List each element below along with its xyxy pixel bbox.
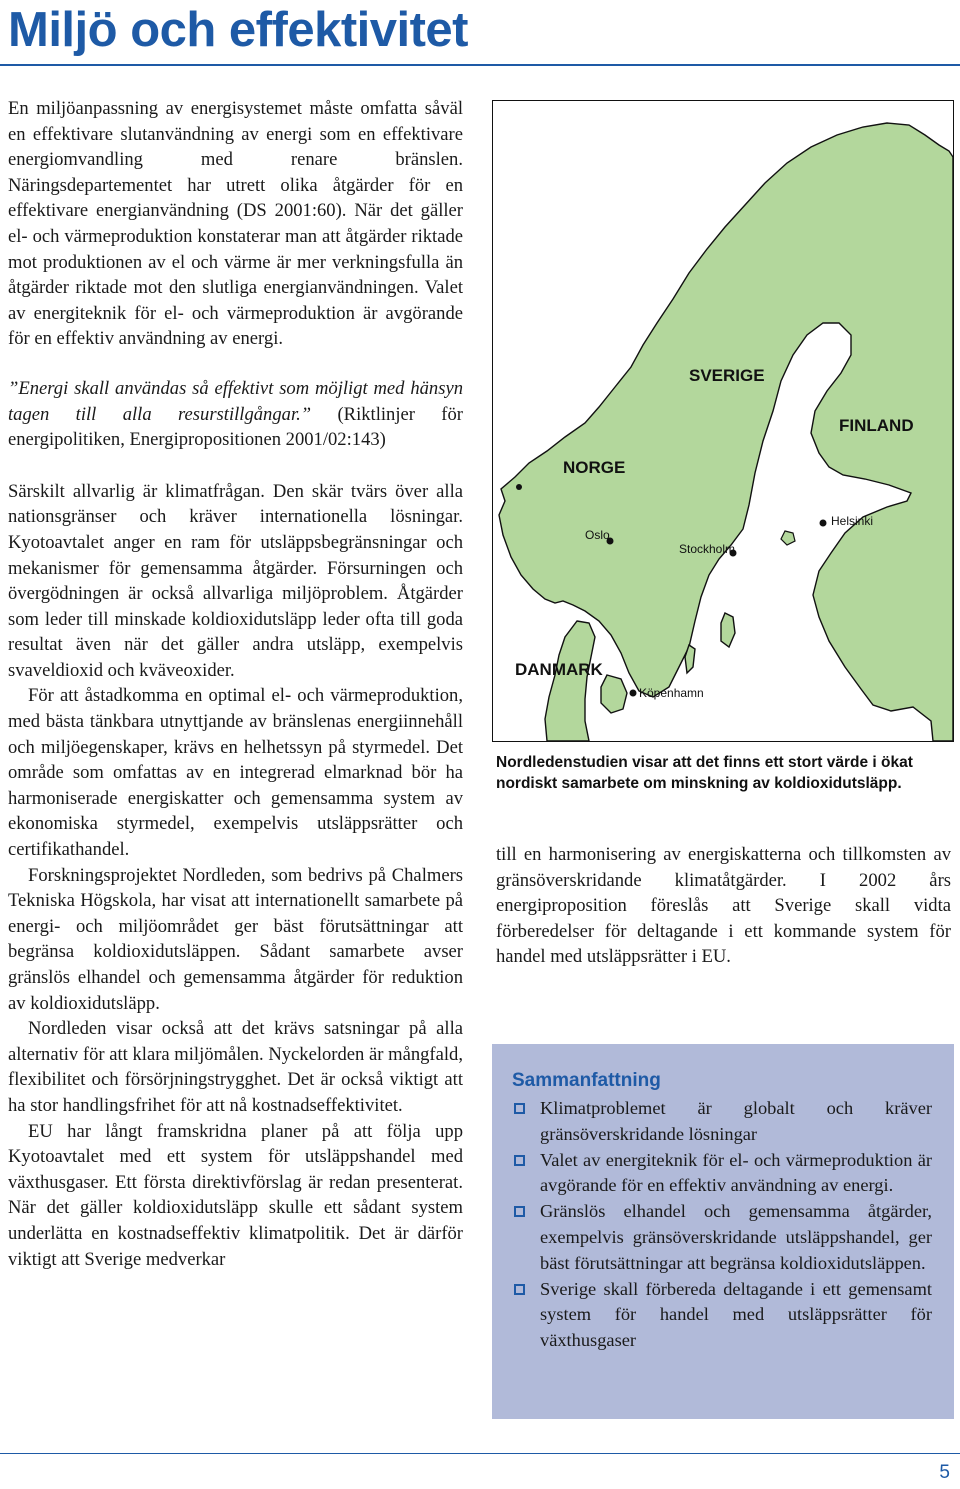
summary-item	[512, 1199, 932, 1276]
label-stockholm: Stockholm	[679, 542, 736, 556]
city-dot-helsinki	[820, 520, 827, 527]
production-paragraph: För att åstadkomma en optimal el- och värmeproduktion, med bästa tänkbara utnyttjande av bränslenas energiinnehåll och miljöegenskaper, krävs en helhetssyn på styrmedel. Det område som omfattas av en integrerad elmarknad bör ha harmoniserade energiskatter och gemensamma system av ekonomiska styrmedel, exempelvis utsläppsrätter och certifikathandel.	[8, 685, 463, 861]
summary-item-text: Gränslös elhandel och gemensamma åtgärder, exempelvis gränsöverskridande utsläppshandel, ger bäst förutsättningar att begränsa koldioxidutsläppen.	[540, 1201, 932, 1273]
intro-paragraph: En miljöanpassning av energisystemet måste omfatta såväl en effektivare slutanvändning av energi som en effektivare energiomvandling med renare bränslen. Näringsdepartementet har utrett olika åtgärder för en effektivare energianvändning (DS 2001:60). När det gäller el- och värmeproduktion konstaterar man att åtgärder riktade mot produktionen av el och värme är mer verkningsfulla än åtgärder riktade mot den slutliga energianvändningen. Valet av energiteknik för el- och värmeproduktion är avgörande för en effektiv användning av energi.	[8, 98, 463, 350]
nordic-map-graphic	[493, 101, 953, 741]
nordleden-paragraph: Forskningsprojektet Nordleden, som bedrivs på Chalmers Tekniska Högskola, har visat att internationellt samarbete på energi- och miljöområdet ger bäst förutsättningar att begränsa koldioxidutsläppen. Sådant samarbete avser gränslös elhandel och gemensamma åtgärder för reduktion av koldioxidutsläpp.	[8, 864, 463, 1014]
city-dot-kopenhamn	[630, 690, 637, 697]
summary-item	[512, 1148, 932, 1200]
quote-text: ”Energi skall användas så effektivt som möjligt med hänsyn tagen till alla resurstillgångar.”	[8, 377, 463, 425]
eu-paragraph: EU har långt framskridna planer på att följa upp Kyotoavtalet med ett system för utsläppshandel med växthusgaser. Ett första direktivförslag är redan presenterat. När det gäller koldioxidutsläpp skulle ett sådant system underlätta en kostnadseffektiv klimatpolitik. Det är därför viktigt att Sverige medverkar	[8, 1120, 463, 1270]
summary-item-text: Klimatproblemet är globalt och kräver gränsöverskridande lösningar	[540, 1098, 932, 1144]
nordic-map	[492, 100, 954, 742]
title-divider	[0, 64, 960, 66]
city-dot-west-coast	[516, 484, 522, 490]
label-helsinki: Helsinki	[831, 514, 874, 528]
summary-item	[512, 1277, 932, 1354]
label-sverige: SVERIGE	[689, 366, 765, 385]
summary-heading: Sammanfattning	[512, 1070, 661, 1091]
land-gotland	[721, 613, 735, 647]
land-zealand	[601, 675, 627, 713]
footer-divider	[0, 1453, 960, 1454]
policy-quote	[8, 376, 463, 453]
land-aland	[781, 531, 795, 545]
label-oslo: Oslo	[585, 528, 610, 542]
summary-item	[512, 1096, 932, 1148]
quote-source: (Riktlinjer för energipolitiken, Energipropositionen 2001/02:143)	[8, 403, 463, 451]
label-kopenhamn: Köpenhamn	[639, 686, 704, 700]
land-jutland	[545, 621, 595, 741]
right-column-text: till en harmonisering av energiskatterna och tillkomsten av gränsöverskridande klimatåtgärder. I 2002 års energiproposition föreslås att Sverige skall vidta förberedelser för deltagande i ett kommande system för handel med utsläppsrätter i EU.	[496, 844, 951, 968]
map-caption: Nordledenstudien visar att det finns ett stort värde i ökat nordiskt samarbete om minskning av koldioxidutsläpp.	[496, 754, 913, 792]
summary-list	[512, 1096, 932, 1354]
summary-item-text: Sverige skall förbereda deltagande i ett gemensamt system för handel med utsläppsrätter för växthusgaser	[540, 1278, 932, 1351]
checkbox-square-icon	[514, 1206, 525, 1217]
checkbox-square-icon	[514, 1155, 525, 1166]
label-danmark: DANMARK	[515, 660, 603, 679]
page-number: 5	[939, 1462, 950, 1483]
label-norge: NORGE	[563, 458, 626, 477]
alternatives-paragraph: Nordleden visar också att det krävs satsningar på alla alternativ för att klara miljömålen. Nyckelorden är mångfald, flexibilitet och försörjningstrygghet. Det är också viktigt att ha stor handlingsfrihet för att nå kostnadseffektivitet.	[8, 1018, 463, 1116]
page-title: Miljö och effektivitet	[8, 3, 469, 57]
summary-box	[492, 1044, 954, 1419]
checkbox-square-icon	[514, 1284, 525, 1295]
left-column	[8, 96, 463, 1272]
climate-paragraph: Särskilt allvarlig är klimatfrågan. Den skär tvärs över alla nationsgränser och kräver internationella lösningar. Kyotoavtalet anger en ram för utsläppsbegränsningar och mekanismer för gemensamma åtgärder. Försurningen och övergödningen är också allvarliga miljöproblem. Åtgärder som leder till minskade koldioxidutsläpp leder ofta till goda resultat även när det gäller andra utsläpp, exempelvis svaveldioxid och kväveoxider.	[8, 480, 463, 681]
label-finland: FINLAND	[839, 416, 914, 435]
checkbox-square-icon	[514, 1103, 525, 1114]
summary-item-text: Valet av energiteknik för el- och värmeproduktion är avgörande för en effektiv användning av energi.	[540, 1149, 932, 1196]
